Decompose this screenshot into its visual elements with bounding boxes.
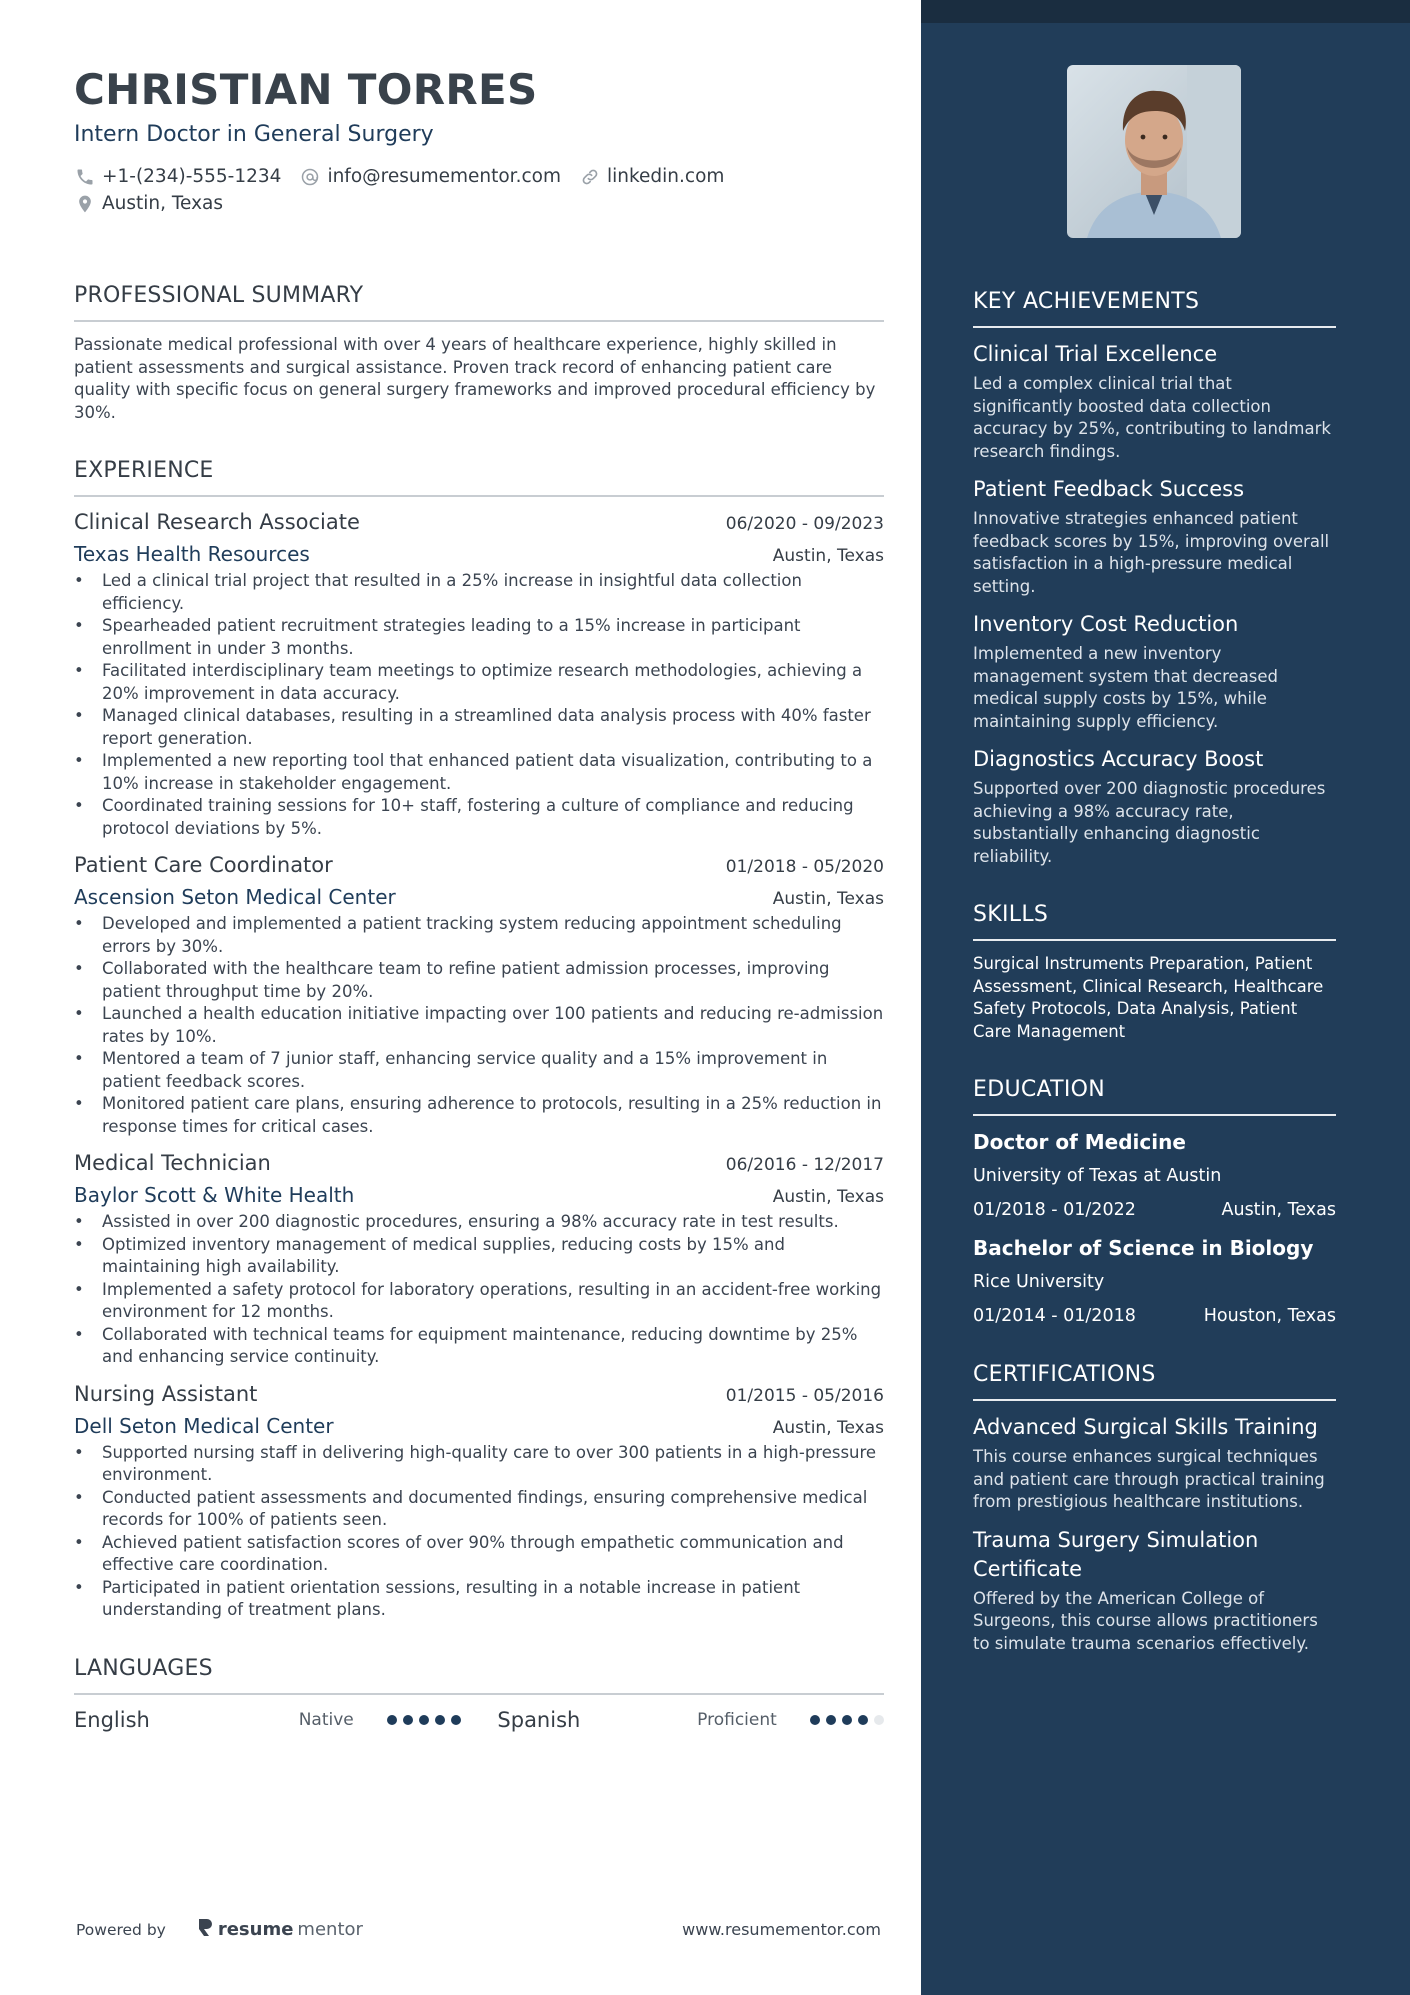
job-company: Baylor Scott & White Health xyxy=(74,1183,355,1207)
skills-heading: SKILLS xyxy=(973,900,1336,941)
job-header xyxy=(74,1379,884,1409)
achievement-desc: Innovative strategies enhanced patient feedback scores by 15%, improving overall satisfaction in a high-pressure medical setting. xyxy=(973,509,1330,596)
experience-section xyxy=(74,456,884,1622)
rating-dot xyxy=(810,1715,820,1725)
candidate-name: CHRISTIAN TORRES xyxy=(74,65,538,114)
job-bullets xyxy=(74,1442,884,1622)
certification-title: Advanced Surgical Skills Training xyxy=(973,1415,1318,1439)
job-subheader xyxy=(74,1412,884,1440)
bullet-item: • Implemented a safety protocol for laboratory operations, resulting in an accident-free working environment for 12 months. xyxy=(74,1279,884,1324)
education-school: University of Texas at Austin xyxy=(973,1166,1222,1186)
language-rating xyxy=(387,1715,498,1725)
job-dates: 06/2020 - 09/2023 xyxy=(725,514,884,534)
bullet-item: • Coordinated training sessions for 10+ staff, fostering a culture of compliance and reducing protocol deviations by 5%. xyxy=(74,795,884,840)
job-dates: 06/2016 - 12/2017 xyxy=(725,1155,884,1175)
bullet-item: • Achieved patient satisfaction scores of over 90% through empathetic communication and effective care coordination. xyxy=(74,1532,884,1577)
job-company: Texas Health Resources xyxy=(74,542,310,566)
certification-item xyxy=(973,1526,1336,1656)
achievement-list xyxy=(973,340,1336,868)
link-icon xyxy=(579,166,601,188)
achievement-desc: Led a complex clinical trial that significantly boosted data collection accuracy by 25%, contributing to landmark research findings. xyxy=(973,374,1331,461)
summary-heading: PROFESSIONAL SUMMARY xyxy=(74,281,884,322)
sidebar-top-strip xyxy=(921,0,1410,23)
rating-dot xyxy=(874,1715,884,1725)
language-rating xyxy=(810,1715,884,1725)
skills-section xyxy=(973,900,1336,1043)
rating-dot xyxy=(842,1715,852,1725)
job-role: Nursing Assistant xyxy=(74,1381,258,1406)
achievement-item xyxy=(973,610,1336,733)
skills-text: Surgical Instruments Preparation, Patient Assessment, Clinical Research, Healthcare Safety Protocols, Data Analysis, Patient Care Management xyxy=(973,954,1324,1041)
brand-logo[interactable] xyxy=(196,1917,363,1942)
rating-dot xyxy=(403,1715,413,1725)
contact-email[interactable] xyxy=(299,163,561,190)
certification-item xyxy=(973,1413,1336,1514)
bullet-item: • Developed and implemented a patient tracking system reducing appointment scheduling errors by 30%. xyxy=(74,913,884,958)
powered-by-label: Powered by xyxy=(76,1920,166,1939)
sidebar xyxy=(921,0,1410,1995)
rating-dot xyxy=(387,1715,397,1725)
bullet-item: • Managed clinical databases, resulting in a streamlined data analysis process with 40% faster report generation. xyxy=(74,705,884,750)
certification-list xyxy=(973,1413,1336,1655)
profile-photo xyxy=(1067,65,1241,238)
job-entry xyxy=(74,507,884,840)
job-role: Patient Care Coordinator xyxy=(74,853,333,877)
achievement-desc: Supported over 200 diagnostic procedures achieving a 98% accuracy rate, substantially enhancing diagnostic reliability. xyxy=(973,779,1326,866)
achievement-title: Patient Feedback Success xyxy=(973,477,1245,501)
language-name: Spanish xyxy=(497,1707,581,1732)
experience-heading: EXPERIENCE xyxy=(74,456,884,497)
brand-name-bold: resume xyxy=(217,1919,294,1940)
bullet-item: • Facilitated interdisciplinary team meetings to optimize research methodologies, achieving a 20% improvement in data accuracy. xyxy=(74,660,884,705)
job-entry xyxy=(74,850,884,1138)
bullet-item: • Assisted in over 200 diagnostic procedures, ensuring a 98% accuracy rate in test results. xyxy=(74,1211,884,1234)
rating-dot xyxy=(451,1715,461,1725)
job-dates: 01/2018 - 05/2020 xyxy=(725,857,884,877)
bullet-item: • Collaborated with the healthcare team to refine patient admission processes, improving patient throughput time by 20%. xyxy=(74,958,884,1003)
achievement-title: Inventory Cost Reduction xyxy=(973,612,1239,636)
job-entry xyxy=(74,1379,884,1622)
achievement-item xyxy=(973,475,1336,598)
job-role: Clinical Research Associate xyxy=(74,510,360,534)
phone-icon xyxy=(74,166,96,188)
achievements-section xyxy=(973,287,1336,868)
job-header xyxy=(74,1148,884,1178)
education-degree: Doctor of Medicine xyxy=(973,1130,1186,1154)
footer xyxy=(76,1917,881,1942)
at-sign-icon xyxy=(299,166,321,188)
contact-phone xyxy=(74,163,281,190)
rating-dot xyxy=(858,1715,868,1725)
certifications-section xyxy=(973,1360,1336,1655)
job-bullets xyxy=(74,1211,884,1369)
certification-title: Trauma Surgery Simulation Certificate xyxy=(973,1527,1259,1581)
education-degree: Bachelor of Science in Biology xyxy=(973,1236,1314,1260)
education-dates: 01/2018 - 01/2022 xyxy=(973,1200,1136,1220)
certifications-heading: CERTIFICATIONS xyxy=(973,1360,1336,1401)
candidate-title: Intern Doctor in General Surgery xyxy=(74,122,434,147)
education-dates: 01/2014 - 01/2018 xyxy=(973,1306,1136,1326)
location-pin-icon xyxy=(74,193,96,215)
education-location: Austin, Texas xyxy=(1221,1200,1336,1220)
certification-desc: This course enhances surgical techniques and patient care through practical training from prestigious healthcare institutions. xyxy=(973,1447,1325,1511)
main-column xyxy=(74,62,884,1735)
powered-by xyxy=(76,1917,363,1942)
bullet-item: • Launched a health education initiative impacting over 100 patients and reducing re-admission rates by 10%. xyxy=(74,1003,884,1048)
education-item xyxy=(973,1128,1336,1222)
job-company: Ascension Seton Medical Center xyxy=(74,885,396,909)
job-subheader xyxy=(74,883,884,911)
education-item xyxy=(973,1234,1336,1328)
job-entry xyxy=(74,1148,884,1369)
rating-dot xyxy=(435,1715,445,1725)
job-location: Austin, Texas xyxy=(772,889,884,909)
language-list xyxy=(74,1705,884,1735)
bullet-item: • Optimized inventory management of medical supplies, reducing costs by 15% and maintaining high availability. xyxy=(74,1234,884,1279)
bullet-item: • Implemented a new reporting tool that enhanced patient data visualization, contributing to a 10% increase in stakeholder engagement. xyxy=(74,750,884,795)
education-meta xyxy=(973,1304,1336,1328)
education-section xyxy=(973,1075,1336,1328)
brand-mark-icon xyxy=(196,1917,214,1942)
footer-website[interactable]: www.resumementor.com xyxy=(682,1920,881,1939)
email-text[interactable]: info@resumementor.com xyxy=(327,166,561,187)
education-heading: EDUCATION xyxy=(973,1075,1336,1116)
job-subheader xyxy=(74,540,884,568)
job-role: Medical Technician xyxy=(74,1151,271,1175)
bullet-item: • Conducted patient assessments and documented findings, ensuring comprehensive medical records for 100% of patients seen. xyxy=(74,1487,884,1532)
brand-name-light: mentor xyxy=(297,1919,363,1940)
job-list xyxy=(74,507,884,1622)
job-bullets xyxy=(74,913,884,1138)
bullet-item: • Monitored patient care plans, ensuring adherence to protocols, resulting in a 25% reduction in response times for critical cases. xyxy=(74,1093,884,1138)
language-level: Native xyxy=(298,1709,354,1730)
languages-section xyxy=(74,1654,884,1735)
phone-text: +1-(234)-555-1234 xyxy=(102,166,282,187)
bullet-item: • Spearheaded patient recruitment strategies leading to a 15% increase in participant enrollment in under 3 months. xyxy=(74,615,884,660)
education-meta xyxy=(973,1198,1336,1222)
sidebar-content xyxy=(973,287,1336,1655)
contact-location xyxy=(74,190,223,217)
job-company: Dell Seton Medical Center xyxy=(74,1413,334,1438)
linkedin-text[interactable]: linkedin.com xyxy=(606,166,725,187)
bullet-item: • Collaborated with technical teams for equipment maintenance, reducing downtime by 25% and enhancing service continuity. xyxy=(74,1324,884,1369)
certification-desc: Offered by the American College of Surgeons, this course allows practitioners to simulate trauma scenarios effectively. xyxy=(973,1588,1318,1653)
bullet-item: • Participated in patient orientation sessions, resulting in a notable increase in patient understanding of treatment plans. xyxy=(74,1577,884,1622)
job-header xyxy=(74,507,884,537)
language-level: Proficient xyxy=(697,1709,777,1730)
job-location: Austin, Texas xyxy=(772,546,884,566)
achievement-title: Clinical Trial Excellence xyxy=(973,342,1218,366)
summary-text: Passionate medical professional with over 4 years of healthcare experience, highly skilled in patient assessments and surgical assistance. Proven track record of enhancing patient care quality with specific focus on general surgery frameworks and improved procedural efficiency by 30%. xyxy=(74,335,876,422)
achievement-item xyxy=(973,340,1336,463)
rating-dot xyxy=(826,1715,836,1725)
bullet-item: • Led a clinical trial project that resulted in a 25% increase in insightful data collection efficiency. xyxy=(74,570,884,615)
rating-dot xyxy=(419,1715,429,1725)
achievement-title: Diagnostics Accuracy Boost xyxy=(973,747,1264,771)
education-location: Houston, Texas xyxy=(1203,1306,1336,1326)
achievement-item xyxy=(973,745,1336,868)
contact-linkedin[interactable] xyxy=(579,163,724,190)
achievements-heading: KEY ACHIEVEMENTS xyxy=(973,287,1336,328)
job-header xyxy=(74,850,884,880)
achievement-desc: Implemented a new inventory management system that decreased medical supply costs by 15%, while maintaining supply efficiency. xyxy=(973,644,1279,731)
job-dates: 01/2015 - 05/2016 xyxy=(725,1385,884,1406)
job-subheader xyxy=(74,1181,884,1209)
education-list xyxy=(973,1128,1336,1328)
bullet-item: • Supported nursing staff in delivering high-quality care to over 300 patients in a high-pressure environment. xyxy=(74,1442,884,1487)
languages-heading: LANGUAGES xyxy=(74,1654,884,1695)
contact-info xyxy=(74,163,884,217)
education-school: Rice University xyxy=(973,1272,1105,1292)
job-location: Austin, Texas xyxy=(772,1187,884,1207)
job-location: Austin, Texas xyxy=(772,1417,884,1438)
bullet-item: • Mentored a team of 7 junior staff, enhancing service quality and a 15% improvement in patient feedback scores. xyxy=(74,1048,884,1093)
location-text: Austin, Texas xyxy=(102,193,224,214)
summary-section xyxy=(74,281,884,424)
job-bullets xyxy=(74,570,884,840)
language-name: English xyxy=(74,1707,150,1732)
